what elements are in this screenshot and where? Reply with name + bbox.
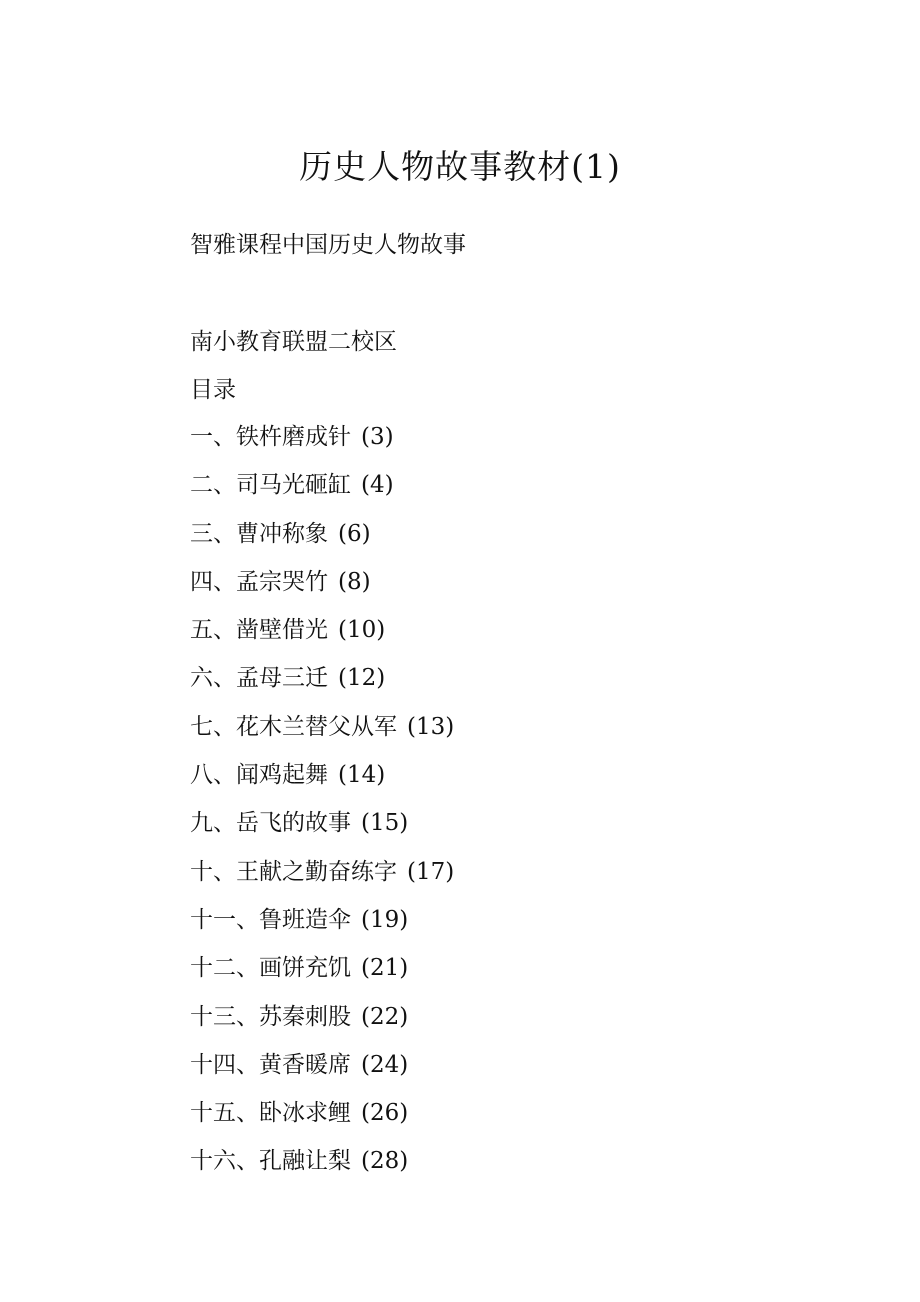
toc-item-label: 五、凿壁借光: [190, 617, 328, 644]
toc-item-page: (13): [407, 713, 455, 740]
toc-item-page: (17): [407, 858, 455, 885]
toc-item-page: (21): [361, 955, 409, 982]
toc-item-label: 三、曹冲称象: [190, 520, 328, 547]
document-title: 历史人物故事教材(1): [299, 147, 621, 186]
toc-item-page: (22): [361, 1003, 409, 1030]
toc-item-page: (4): [361, 472, 394, 499]
toc-item-label: 十、王献之勤奋练字: [190, 858, 397, 885]
course-subtitle: 智雅课程中国历史人物故事: [190, 232, 466, 258]
toc-item-label: 十五、卧冰求鲤: [190, 1100, 351, 1127]
toc-item-page: (10): [338, 617, 386, 644]
toc-item-label: 十三、苏秦刺股: [190, 1003, 351, 1030]
toc-item: [190, 519, 454, 567]
toc-item-page: (24): [361, 1051, 409, 1078]
toc-item-label: 十六、孔融让梨: [190, 1148, 351, 1175]
toc-item: [190, 808, 454, 856]
toc-item-page: (19): [361, 906, 409, 933]
toc-item-page: (12): [338, 665, 386, 692]
toc-item-label: 六、孟母三迁: [190, 665, 328, 692]
toc-item-page: (14): [338, 762, 386, 789]
toc-item-label: 二、司马光砸缸: [190, 472, 351, 499]
toc-item: [190, 712, 454, 760]
toc-item: [190, 857, 454, 905]
toc-item: [190, 905, 454, 953]
toc-item-page: (15): [361, 810, 409, 837]
toc-item-page: (8): [338, 568, 371, 595]
toc-item-label: 七、花木兰替父从军: [190, 713, 397, 740]
toc-item-label: 九、岳飞的故事: [190, 810, 351, 837]
table-of-contents: [190, 422, 454, 1195]
toc-item-label: 一、铁杵磨成针: [190, 424, 351, 450]
toc-item-label: 十二、画饼充饥: [190, 955, 351, 982]
toc-item: [190, 1146, 454, 1194]
toc-item-label: 四、孟宗哭竹: [190, 568, 328, 595]
toc-item-label: 十四、黄香暖席: [190, 1051, 351, 1078]
toc-item: [190, 1098, 454, 1146]
toc-item: [190, 953, 454, 1001]
toc-item: [190, 1002, 454, 1050]
toc-item-page: (26): [361, 1100, 409, 1127]
toc-item: [190, 663, 454, 711]
toc-item: [190, 567, 454, 615]
school-name: 南小教育联盟二校区: [190, 329, 397, 355]
toc-item-label: 八、闻鸡起舞: [190, 762, 328, 789]
toc-item: [190, 470, 454, 518]
toc-item-page: (28): [361, 1148, 409, 1175]
toc-item-page: (3): [361, 424, 394, 450]
toc-heading: 目录: [190, 377, 236, 403]
toc-item: [190, 615, 454, 663]
toc-item-page: (6): [338, 520, 371, 547]
toc-item: [190, 1050, 454, 1098]
toc-item: [190, 422, 454, 470]
toc-item-label: 十一、鲁班造伞: [190, 906, 351, 933]
toc-item: [190, 760, 454, 808]
